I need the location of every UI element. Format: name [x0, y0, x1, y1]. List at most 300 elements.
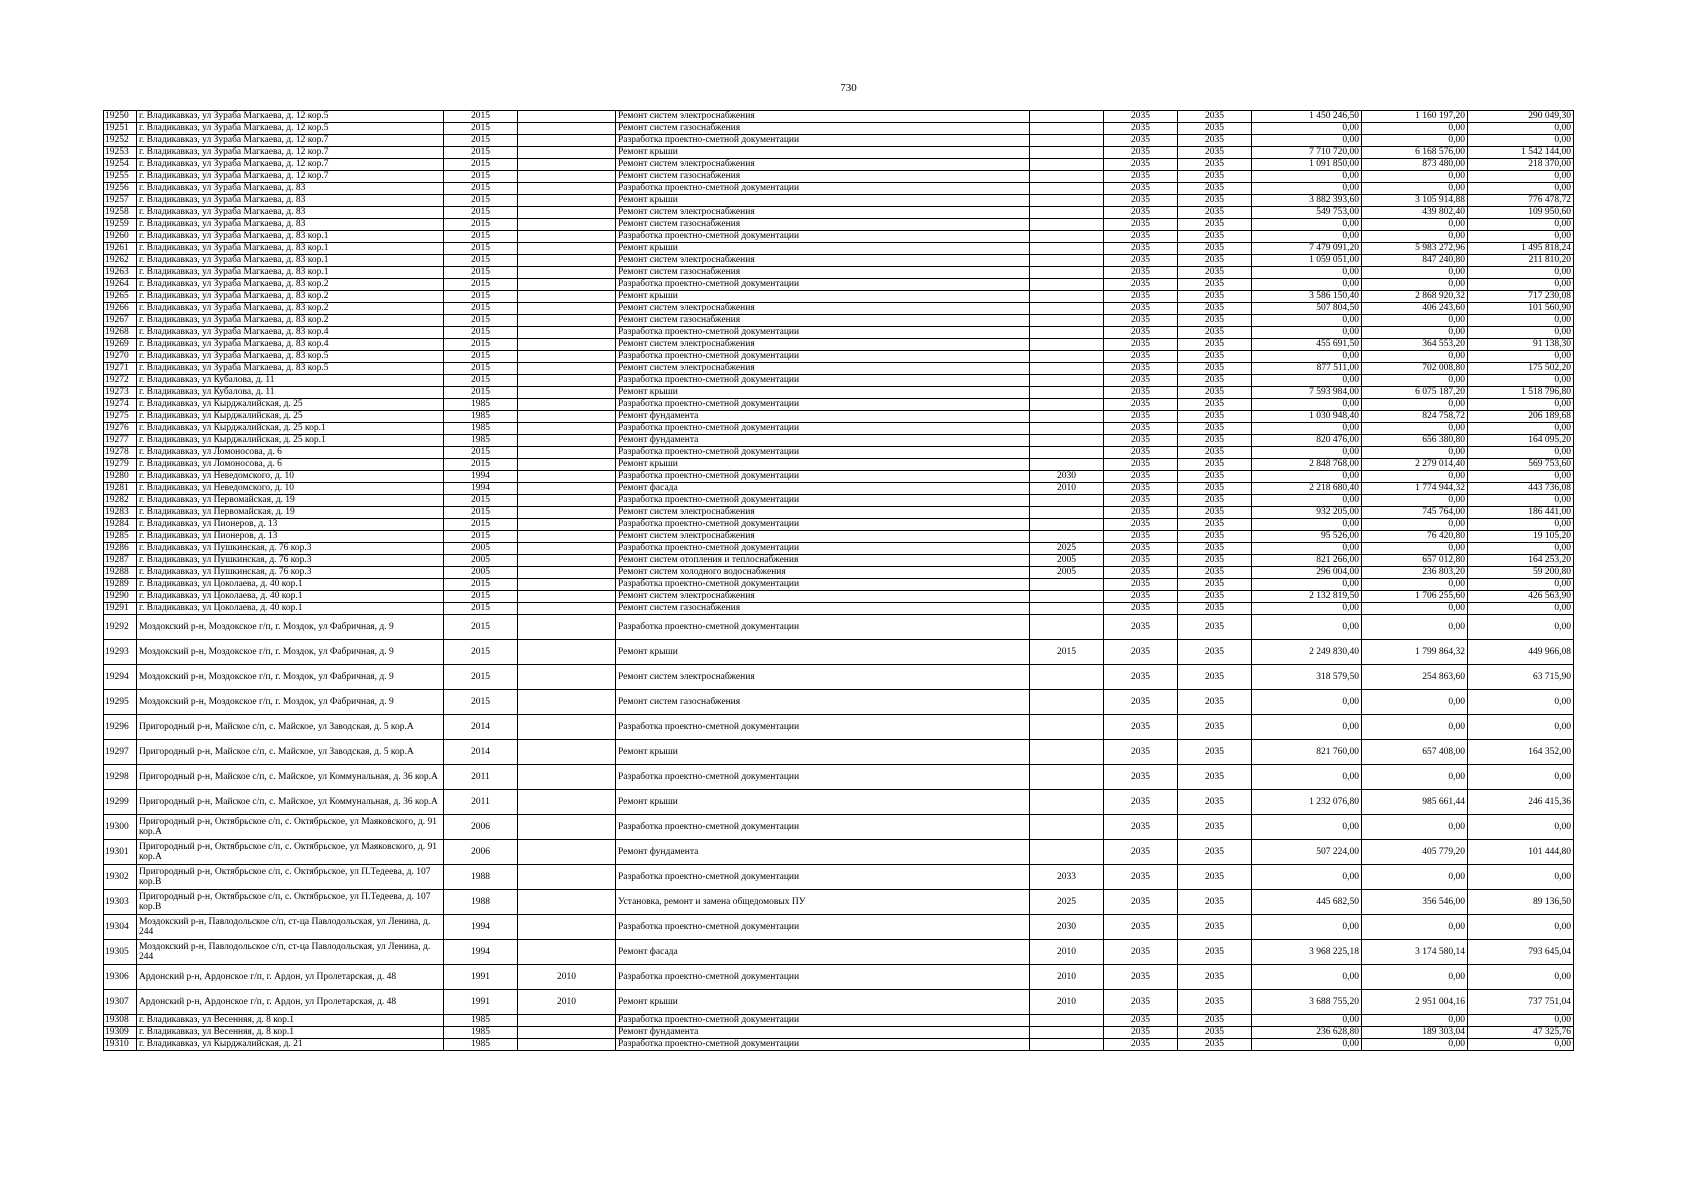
cell-work-type: Ремонт систем газоснабжения [616, 690, 1030, 715]
cell-plan-start-year: 2035 [1104, 387, 1178, 399]
cell-address: г. Владикавказ, ул Зураба Магкаева, д. 83 кор.2 [137, 315, 444, 327]
cell-work-type: Разработка проектно-сметной документации [616, 543, 1030, 555]
table-row [104, 603, 1574, 615]
table-row [104, 135, 1574, 147]
cell-year-built: 2015 [444, 147, 518, 159]
cell-plan-end-year: 2035 [1178, 890, 1252, 915]
cell-fund-cost: 2 951 004,16 [1362, 990, 1468, 1015]
cell-row-number: 19304 [104, 915, 137, 940]
cell-work-type: Ремонт систем электроснабжения [616, 159, 1030, 171]
cell-address: г. Владикавказ, ул Зураба Магкаева, д. 12 кор.7 [137, 147, 444, 159]
cell-year-reconstruction [518, 207, 616, 219]
table-row [104, 471, 1574, 483]
cell-fund-cost: 0,00 [1362, 715, 1468, 740]
cell-year-built: 2011 [444, 765, 518, 790]
cell-plan-end-year: 2035 [1178, 840, 1252, 865]
cell-fund-cost: 0,00 [1362, 315, 1468, 327]
cell-row-number: 19302 [104, 865, 137, 890]
cell-last-repair-year: 2025 [1030, 890, 1104, 915]
cell-total-cost: 95 526,00 [1252, 531, 1362, 543]
cell-plan-end-year: 2035 [1178, 665, 1252, 690]
cell-total-cost: 0,00 [1252, 327, 1362, 339]
table-row [104, 375, 1574, 387]
cell-total-cost: 296 004,00 [1252, 567, 1362, 579]
table-row [104, 111, 1574, 123]
cell-row-number: 19291 [104, 603, 137, 615]
cell-plan-start-year: 2035 [1104, 327, 1178, 339]
cell-year-built: 1994 [444, 940, 518, 965]
cell-owner-cost: 0,00 [1468, 375, 1574, 387]
cell-last-repair-year: 2005 [1030, 567, 1104, 579]
cell-owner-cost: 0,00 [1468, 183, 1574, 195]
cell-owner-cost: 1 518 796,80 [1468, 387, 1574, 399]
cell-work-type: Ремонт систем газоснабжения [616, 603, 1030, 615]
cell-total-cost: 0,00 [1252, 375, 1362, 387]
cell-plan-end-year: 2035 [1178, 603, 1252, 615]
cell-year-reconstruction [518, 351, 616, 363]
cell-address: Моздокский р-н, Моздокское г/п, г. Моздок, ул Фабричная, д. 9 [137, 640, 444, 665]
cell-owner-cost: 0,00 [1468, 815, 1574, 840]
table-row [104, 665, 1574, 690]
table-row [104, 1015, 1574, 1027]
cell-total-cost: 0,00 [1252, 579, 1362, 591]
cell-address: г. Владикавказ, ул Весенняя, д. 8 кор.1 [137, 1027, 444, 1039]
cell-fund-cost: 3 174 580,14 [1362, 940, 1468, 965]
cell-plan-end-year: 2035 [1178, 303, 1252, 315]
table-row [104, 965, 1574, 990]
cell-last-repair-year [1030, 279, 1104, 291]
cell-owner-cost: 290 049,30 [1468, 111, 1574, 123]
cell-work-type: Ремонт систем электроснабжения [616, 507, 1030, 519]
cell-row-number: 19300 [104, 815, 137, 840]
cell-year-built: 1985 [444, 411, 518, 423]
cell-plan-end-year: 2035 [1178, 123, 1252, 135]
cell-year-reconstruction [518, 1039, 616, 1051]
table-row [104, 387, 1574, 399]
cell-address: г. Владикавказ, ул Кырджалийская, д. 25 [137, 411, 444, 423]
cell-total-cost: 820 476,00 [1252, 435, 1362, 447]
cell-total-cost: 0,00 [1252, 171, 1362, 183]
cell-row-number: 19307 [104, 990, 137, 1015]
cell-total-cost: 0,00 [1252, 447, 1362, 459]
cell-year-reconstruction [518, 665, 616, 690]
cell-total-cost: 0,00 [1252, 315, 1362, 327]
cell-plan-start-year: 2035 [1104, 207, 1178, 219]
cell-owner-cost: 0,00 [1468, 267, 1574, 279]
cell-row-number: 19261 [104, 243, 137, 255]
cell-work-type: Разработка проектно-сметной документации [616, 765, 1030, 790]
cell-plan-end-year: 2035 [1178, 765, 1252, 790]
cell-year-reconstruction [518, 640, 616, 665]
cell-work-type: Ремонт систем электроснабжения [616, 303, 1030, 315]
cell-row-number: 19260 [104, 231, 137, 243]
cell-plan-end-year: 2035 [1178, 531, 1252, 543]
cell-total-cost: 3 586 150,40 [1252, 291, 1362, 303]
cell-row-number: 19294 [104, 665, 137, 690]
cell-last-repair-year [1030, 423, 1104, 435]
cell-year-built: 2014 [444, 740, 518, 765]
cell-owner-cost: 19 105,20 [1468, 531, 1574, 543]
cell-year-built: 2015 [444, 363, 518, 375]
cell-year-reconstruction [518, 171, 616, 183]
cell-work-type: Разработка проектно-сметной документации [616, 915, 1030, 940]
cell-work-type: Ремонт систем отопления и теплоснабжения [616, 555, 1030, 567]
cell-total-cost: 0,00 [1252, 135, 1362, 147]
cell-year-reconstruction [518, 123, 616, 135]
cell-plan-end-year: 2035 [1178, 640, 1252, 665]
cell-row-number: 19308 [104, 1015, 137, 1027]
cell-last-repair-year [1030, 665, 1104, 690]
cell-row-number: 19275 [104, 411, 137, 423]
cell-row-number: 19292 [104, 615, 137, 640]
cell-plan-end-year: 2035 [1178, 865, 1252, 890]
cell-total-cost: 0,00 [1252, 543, 1362, 555]
cell-plan-start-year: 2035 [1104, 1039, 1178, 1051]
cell-plan-end-year: 2035 [1178, 519, 1252, 531]
cell-address: Пригородный р-н, Майское с/п, с. Майское, ул Заводская, д. 5 кор.А [137, 715, 444, 740]
cell-plan-end-year: 2035 [1178, 183, 1252, 195]
cell-owner-cost: 443 736,08 [1468, 483, 1574, 495]
cell-address: г. Владикавказ, ул Зураба Магкаева, д. 83 [137, 183, 444, 195]
cell-year-reconstruction: 2010 [518, 965, 616, 990]
cell-total-cost: 0,00 [1252, 690, 1362, 715]
cell-last-repair-year [1030, 507, 1104, 519]
cell-plan-end-year: 2035 [1178, 471, 1252, 483]
cell-row-number: 19258 [104, 207, 137, 219]
cell-year-built: 2015 [444, 531, 518, 543]
cell-owner-cost: 89 136,50 [1468, 890, 1574, 915]
cell-row-number: 19284 [104, 519, 137, 531]
cell-year-reconstruction [518, 447, 616, 459]
cell-plan-end-year: 2035 [1178, 690, 1252, 715]
cell-row-number: 19253 [104, 147, 137, 159]
cell-total-cost: 3 882 393,60 [1252, 195, 1362, 207]
cell-year-reconstruction [518, 159, 616, 171]
table-row [104, 990, 1574, 1015]
cell-year-reconstruction [518, 840, 616, 865]
cell-row-number: 19296 [104, 715, 137, 740]
cell-owner-cost: 164 095,20 [1468, 435, 1574, 447]
cell-total-cost: 0,00 [1252, 219, 1362, 231]
cell-work-type: Разработка проектно-сметной документации [616, 865, 1030, 890]
cell-last-repair-year [1030, 243, 1104, 255]
cell-row-number: 19273 [104, 387, 137, 399]
cell-row-number: 19285 [104, 531, 137, 543]
cell-plan-start-year: 2035 [1104, 591, 1178, 603]
cell-address: г. Владикавказ, ул Зураба Магкаева, д. 12 кор.7 [137, 159, 444, 171]
cell-total-cost: 0,00 [1252, 399, 1362, 411]
cell-address: Пригородный р-н, Майское с/п, с. Майское, ул Заводская, д. 5 кор.А [137, 740, 444, 765]
cell-fund-cost: 1 799 864,32 [1362, 640, 1468, 665]
cell-owner-cost: 175 502,20 [1468, 363, 1574, 375]
cell-owner-cost: 0,00 [1468, 123, 1574, 135]
cell-year-built: 2015 [444, 615, 518, 640]
cell-last-repair-year [1030, 135, 1104, 147]
cell-owner-cost: 0,00 [1468, 579, 1574, 591]
cell-total-cost: 0,00 [1252, 1015, 1362, 1027]
cell-row-number: 19289 [104, 579, 137, 591]
cell-row-number: 19278 [104, 447, 137, 459]
cell-year-built: 2006 [444, 815, 518, 840]
cell-work-type: Ремонт систем электроснабжения [616, 339, 1030, 351]
cell-fund-cost: 0,00 [1362, 543, 1468, 555]
cell-plan-start-year: 2035 [1104, 123, 1178, 135]
cell-fund-cost: 0,00 [1362, 603, 1468, 615]
cell-row-number: 19250 [104, 111, 137, 123]
table-row [104, 159, 1574, 171]
cell-fund-cost: 847 240,80 [1362, 255, 1468, 267]
cell-address: г. Владикавказ, ул Кубалова, д. 11 [137, 375, 444, 387]
cell-plan-end-year: 2035 [1178, 815, 1252, 840]
cell-fund-cost: 2 279 014,40 [1362, 459, 1468, 471]
cell-last-repair-year [1030, 1015, 1104, 1027]
cell-plan-end-year: 2035 [1178, 327, 1252, 339]
cell-plan-end-year: 2035 [1178, 915, 1252, 940]
cell-year-reconstruction [518, 567, 616, 579]
cell-year-reconstruction [518, 291, 616, 303]
table-row [104, 255, 1574, 267]
cell-owner-cost: 0,00 [1468, 690, 1574, 715]
cell-year-built: 1985 [444, 1027, 518, 1039]
cell-total-cost: 7 710 720,00 [1252, 147, 1362, 159]
cell-plan-start-year: 2035 [1104, 147, 1178, 159]
cell-work-type: Разработка проектно-сметной документации [616, 1039, 1030, 1051]
cell-year-built: 2015 [444, 207, 518, 219]
table-row [104, 591, 1574, 603]
cell-address: г. Владикавказ, ул Цоколаева, д. 40 кор.1 [137, 591, 444, 603]
cell-plan-end-year: 2035 [1178, 555, 1252, 567]
cell-last-repair-year [1030, 531, 1104, 543]
cell-fund-cost: 0,00 [1362, 423, 1468, 435]
document-table-container [103, 110, 1574, 1051]
cell-row-number: 19301 [104, 840, 137, 865]
cell-year-reconstruction [518, 363, 616, 375]
table-row [104, 543, 1574, 555]
cell-work-type: Разработка проектно-сметной документации [616, 1015, 1030, 1027]
cell-year-built: 2015 [444, 159, 518, 171]
cell-year-reconstruction [518, 375, 616, 387]
cell-plan-end-year: 2035 [1178, 483, 1252, 495]
cell-year-built: 2015 [444, 279, 518, 291]
table-row [104, 715, 1574, 740]
cell-last-repair-year [1030, 615, 1104, 640]
cell-address: г. Владикавказ, ул Ломоносова, д. 6 [137, 459, 444, 471]
cell-year-built: 1985 [444, 399, 518, 411]
cell-total-cost: 0,00 [1252, 603, 1362, 615]
cell-row-number: 19297 [104, 740, 137, 765]
cell-row-number: 19306 [104, 965, 137, 990]
table-row [104, 815, 1574, 840]
cell-address: Ардонский р-н, Ардонское г/п, г. Ардон, ул Пролетарская, д. 48 [137, 965, 444, 990]
cell-year-reconstruction [518, 1027, 616, 1039]
cell-fund-cost: 2 868 920,32 [1362, 291, 1468, 303]
cell-address: Ардонский р-н, Ардонское г/п, г. Ардон, ул Пролетарская, д. 48 [137, 990, 444, 1015]
cell-fund-cost: 76 420,80 [1362, 531, 1468, 543]
cell-owner-cost: 0,00 [1468, 915, 1574, 940]
table-row [104, 243, 1574, 255]
cell-plan-end-year: 2035 [1178, 279, 1252, 291]
cell-plan-start-year: 2035 [1104, 267, 1178, 279]
cell-plan-end-year: 2035 [1178, 399, 1252, 411]
cell-owner-cost: 47 325,76 [1468, 1027, 1574, 1039]
cell-row-number: 19303 [104, 890, 137, 915]
cell-plan-start-year: 2035 [1104, 519, 1178, 531]
cell-plan-start-year: 2035 [1104, 815, 1178, 840]
cell-address: г. Владикавказ, ул Зураба Магкаева, д. 83 [137, 195, 444, 207]
cell-fund-cost: 0,00 [1362, 1015, 1468, 1027]
cell-address: г. Владикавказ, ул Зураба Магкаева, д. 83 кор.1 [137, 267, 444, 279]
cell-total-cost: 0,00 [1252, 279, 1362, 291]
cell-work-type: Ремонт крыши [616, 740, 1030, 765]
cell-row-number: 19252 [104, 135, 137, 147]
cell-year-built: 2015 [444, 291, 518, 303]
cell-year-reconstruction [518, 399, 616, 411]
table-row [104, 279, 1574, 291]
cell-fund-cost: 364 553,20 [1362, 339, 1468, 351]
cell-year-built: 2015 [444, 183, 518, 195]
cell-fund-cost: 0,00 [1362, 495, 1468, 507]
cell-year-built: 1994 [444, 483, 518, 495]
cell-plan-start-year: 2035 [1104, 279, 1178, 291]
cell-plan-start-year: 2035 [1104, 790, 1178, 815]
cell-address: г. Владикавказ, ул Зураба Магкаева, д. 83 кор.1 [137, 231, 444, 243]
cell-fund-cost: 0,00 [1362, 915, 1468, 940]
table-row [104, 195, 1574, 207]
cell-address: г. Владикавказ, ул Кырджалийская, д. 25 [137, 399, 444, 411]
cell-plan-end-year: 2035 [1178, 363, 1252, 375]
cell-year-reconstruction [518, 603, 616, 615]
cell-plan-end-year: 2035 [1178, 243, 1252, 255]
cell-plan-end-year: 2035 [1178, 615, 1252, 640]
cell-owner-cost: 0,00 [1468, 327, 1574, 339]
cell-fund-cost: 0,00 [1362, 267, 1468, 279]
cell-total-cost: 236 628,80 [1252, 1027, 1362, 1039]
cell-last-repair-year [1030, 219, 1104, 231]
cell-work-type: Разработка проектно-сметной документации [616, 135, 1030, 147]
cell-address: Пригородный р-н, Октябрьское с/п, с. Октябрьское, ул П.Тедеева, д. 107 кор.В [137, 890, 444, 915]
cell-total-cost: 821 266,00 [1252, 555, 1362, 567]
cell-plan-start-year: 2035 [1104, 411, 1178, 423]
cell-row-number: 19298 [104, 765, 137, 790]
cell-last-repair-year [1030, 339, 1104, 351]
cell-year-built: 2015 [444, 135, 518, 147]
table-row [104, 423, 1574, 435]
cell-owner-cost: 0,00 [1468, 615, 1574, 640]
cell-year-reconstruction [518, 195, 616, 207]
cell-row-number: 19279 [104, 459, 137, 471]
table-row [104, 790, 1574, 815]
cell-last-repair-year [1030, 765, 1104, 790]
cell-fund-cost: 405 779,20 [1362, 840, 1468, 865]
cell-year-built: 1994 [444, 915, 518, 940]
cell-address: г. Владикавказ, ул Зураба Магкаева, д. 83 [137, 207, 444, 219]
cell-total-cost: 0,00 [1252, 471, 1362, 483]
cell-fund-cost: 439 802,40 [1362, 207, 1468, 219]
cell-work-type: Ремонт систем электроснабжения [616, 207, 1030, 219]
cell-last-repair-year [1030, 363, 1104, 375]
cell-row-number: 19259 [104, 219, 137, 231]
cell-plan-end-year: 2035 [1178, 940, 1252, 965]
cell-plan-start-year: 2035 [1104, 111, 1178, 123]
cell-year-reconstruction [518, 555, 616, 567]
table-row [104, 171, 1574, 183]
cell-year-reconstruction [518, 135, 616, 147]
cell-address: г. Владикавказ, ул Зураба Магкаева, д. 83 кор.2 [137, 303, 444, 315]
table-row [104, 915, 1574, 940]
cell-year-reconstruction [518, 147, 616, 159]
cell-plan-end-year: 2035 [1178, 495, 1252, 507]
cell-plan-start-year: 2035 [1104, 840, 1178, 865]
cell-plan-start-year: 2035 [1104, 195, 1178, 207]
cell-plan-end-year: 2035 [1178, 423, 1252, 435]
cell-total-cost: 3 968 225,18 [1252, 940, 1362, 965]
cell-row-number: 19282 [104, 495, 137, 507]
cell-last-repair-year [1030, 195, 1104, 207]
cell-address: Моздокский р-н, Моздокское г/п, г. Моздок, ул Фабричная, д. 9 [137, 615, 444, 640]
cell-owner-cost: 0,00 [1468, 399, 1574, 411]
cell-fund-cost: 6 075 187,20 [1362, 387, 1468, 399]
table-row [104, 231, 1574, 243]
cell-plan-end-year: 2035 [1178, 459, 1252, 471]
table-row [104, 615, 1574, 640]
table-row [104, 207, 1574, 219]
cell-fund-cost: 189 303,04 [1362, 1027, 1468, 1039]
cell-year-built: 1991 [444, 965, 518, 990]
cell-owner-cost: 206 189,68 [1468, 411, 1574, 423]
cell-address: г. Владикавказ, ул Неведомского, д. 10 [137, 471, 444, 483]
cell-plan-end-year: 2035 [1178, 543, 1252, 555]
cell-year-built: 2015 [444, 267, 518, 279]
cell-address: г. Владикавказ, ул Зураба Магкаева, д. 12 кор.5 [137, 111, 444, 123]
table-row [104, 363, 1574, 375]
cell-last-repair-year [1030, 1039, 1104, 1051]
cell-work-type: Разработка проектно-сметной документации [616, 351, 1030, 363]
cell-address: г. Владикавказ, ул Цоколаева, д. 40 кор.1 [137, 603, 444, 615]
cell-year-built: 2006 [444, 840, 518, 865]
cell-work-type: Ремонт систем электроснабжения [616, 665, 1030, 690]
cell-plan-start-year: 2035 [1104, 555, 1178, 567]
cell-total-cost: 0,00 [1252, 351, 1362, 363]
cell-fund-cost: 702 008,80 [1362, 363, 1468, 375]
cell-year-reconstruction [518, 715, 616, 740]
cell-fund-cost: 5 983 272,96 [1362, 243, 1468, 255]
cell-fund-cost: 0,00 [1362, 171, 1468, 183]
cell-work-type: Ремонт фундамента [616, 1027, 1030, 1039]
cell-year-reconstruction [518, 219, 616, 231]
cell-row-number: 19269 [104, 339, 137, 351]
cell-total-cost: 877 511,00 [1252, 363, 1362, 375]
cell-plan-start-year: 2035 [1104, 315, 1178, 327]
cell-row-number: 19280 [104, 471, 137, 483]
cell-year-built: 2015 [444, 459, 518, 471]
cell-plan-start-year: 2035 [1104, 940, 1178, 965]
cell-last-repair-year [1030, 375, 1104, 387]
cell-work-type: Разработка проектно-сметной документации [616, 183, 1030, 195]
cell-last-repair-year [1030, 399, 1104, 411]
cell-year-built: 2015 [444, 243, 518, 255]
cell-fund-cost: 0,00 [1362, 471, 1468, 483]
cell-total-cost: 0,00 [1252, 1039, 1362, 1051]
cell-total-cost: 0,00 [1252, 915, 1362, 940]
cell-plan-start-year: 2035 [1104, 219, 1178, 231]
cell-last-repair-year: 2033 [1030, 865, 1104, 890]
cell-owner-cost: 0,00 [1468, 219, 1574, 231]
cell-owner-cost: 1 542 144,00 [1468, 147, 1574, 159]
cell-plan-start-year: 2035 [1104, 615, 1178, 640]
cell-address: г. Владикавказ, ул Кырджалийская, д. 25 кор.1 [137, 423, 444, 435]
cell-plan-end-year: 2035 [1178, 195, 1252, 207]
cell-plan-end-year: 2035 [1178, 715, 1252, 740]
